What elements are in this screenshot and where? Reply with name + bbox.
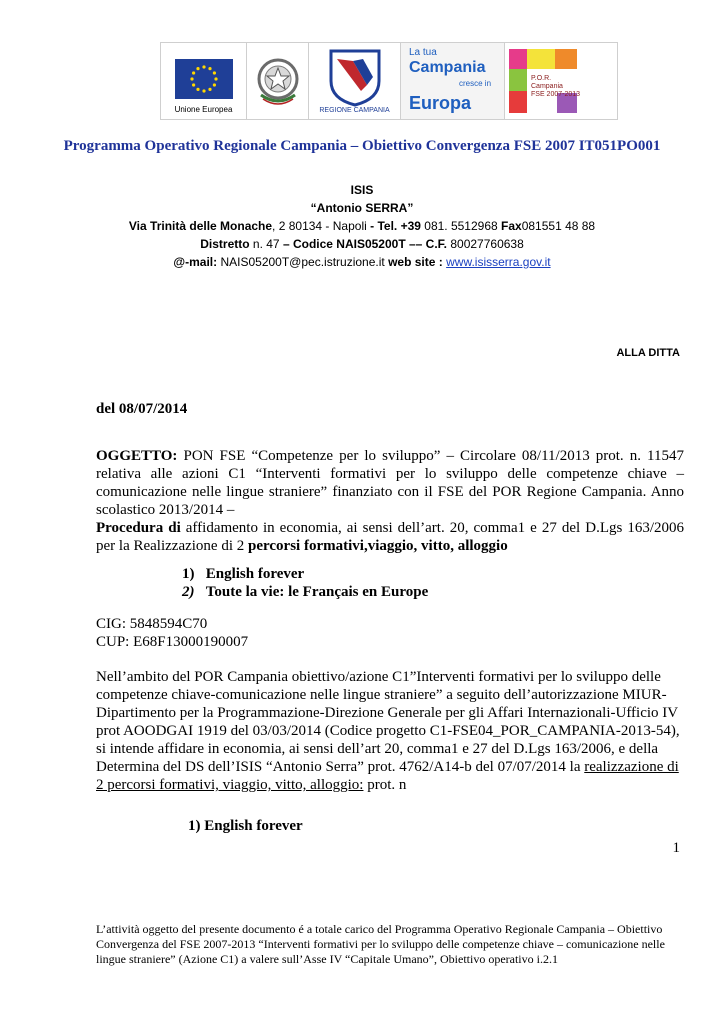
course-item <box>182 566 304 583</box>
logo-banner <box>160 42 618 120</box>
body-text: Nell’ambito del POR Campania obiettivo/azione C1”Interventi formativi per lo sviluppo delle competenze chiave-comunicazione nelle lingue straniere” a seguito dell’autorizzazione MIUR-Dipartimento per la Programmazione-Direzione Generale per gli Affari Internazionali-Ufficio IV prot AOODGAI 1919 del 03/03/2014 (Codice progetto C1-FSE04_POR_CAMPANIA-2013-54), si intende affidare in economia, ai sensi dell’art 20, comma1 e 27 del D.Lgs 163/2006, e della Determina del DS dell’ISIS “Antonio Serra” prot. 4762/A14-b del 07/07/2014 la <box>96 669 680 775</box>
body-paragraph <box>96 668 684 794</box>
por-caption <box>531 75 580 99</box>
date-line: del 08/07/2014 <box>96 401 188 417</box>
body-underlined-text: realizzazione di 2 percorsi formativi, viaggio, vitto, alloggio: <box>96 759 679 793</box>
por-color-block-icon <box>527 49 555 69</box>
por-caption-line: FSE 2007-2013 <box>531 91 581 98</box>
campania-line-2: Campania <box>409 59 486 76</box>
district-value: n. 47 <box>249 237 283 251</box>
program-title: Programma Operativo Regionale Campania – Obiettivo Convergenza FSE 2007 IT051PO001 <box>63 138 661 154</box>
cf-value: 80027760638 <box>447 237 524 251</box>
recipient: ALLA DITTA <box>616 347 680 359</box>
web-label: web site : <box>388 255 443 269</box>
por-color-block-icon <box>509 49 527 69</box>
email-label: @-mail: <box>173 255 218 269</box>
eu-flag-icon <box>175 59 233 99</box>
cup-code: CUP: E68F13000190007 <box>96 634 249 650</box>
subject-text: PON FSE “Competenze per lo sviluppo” – Circolare 08/11/2013 prot. n. 11547 relativa alle azioni C1 “Interventi formativi per lo sviluppo delle competenze chiave – comunicazione nelle lingue straniere” finanziato con il FSE del POR Regione Campania. Anno scolastico 2013/2014 – <box>96 448 684 518</box>
cig-code: CIG: 5848594C70 <box>96 616 208 632</box>
campania-europa-logo <box>401 43 505 119</box>
course-title: English forever <box>205 566 305 582</box>
por-caption-line: P.O.R. <box>531 75 552 82</box>
eu-caption: Unione Europea <box>174 105 233 114</box>
school-codes-line <box>0 235 724 253</box>
course-number: 2) <box>182 584 195 600</box>
school-name: “Antonio SERRA” <box>310 201 414 215</box>
por-color-block-icon <box>509 91 527 113</box>
school-type: ISIS <box>350 183 374 197</box>
fax-value: 081551 48 88 <box>521 219 596 233</box>
regione-campania-logo <box>309 43 401 119</box>
procedure-label: Procedura di <box>96 520 181 536</box>
code-label: – Codice NAIS05200T –– C.F. <box>282 237 448 251</box>
region-caption: REGIONE CAMPANIA <box>319 107 390 114</box>
school-contact-line <box>0 253 724 271</box>
course-title: Toute la vie: le Français en Europe <box>205 584 429 600</box>
address-label: Via Trinità delle Monache <box>128 219 273 233</box>
eu-logo <box>161 43 247 119</box>
email-value: NAIS05200T@pec.istruzione.it <box>217 255 389 269</box>
course-number: 1) <box>182 566 195 582</box>
address-rest: , 2 80134 - Napoli <box>272 219 367 233</box>
campania-line-1: La tua <box>409 47 437 58</box>
website-link[interactable]: www.isisserra.gov.it <box>446 255 551 269</box>
subject-label: OGGETTO: <box>96 448 178 464</box>
section-heading: 1) English forever <box>188 818 303 834</box>
procedure-bold: percorsi formativi,viaggio, vitto, alloggio <box>248 538 508 554</box>
por-color-block-icon <box>555 49 577 69</box>
body-tail: prot. n <box>363 777 407 793</box>
italian-republic-emblem <box>247 43 309 119</box>
school-address-line <box>0 217 724 235</box>
footer-note: L’attività oggetto del presente documento é a totale carico del Programma Operativo Regionale Campania – Obiettivo Convergenza del FSE 2007-2013 “Interventi formativi per lo sviluppo delle competenze chiave – comunicazione nelle lingue straniere” (Azione C1) a valere sull’Asse IV “Capitale Umano”, Obiettivo operativo i.2.1 <box>96 922 665 966</box>
region-shield-icon <box>323 47 387 107</box>
tel-value: 081. 5512968 <box>420 219 502 233</box>
campania-line-4: Europa <box>409 93 472 113</box>
fax-label: Fax <box>501 219 522 233</box>
subject-block <box>96 447 684 555</box>
por-campania-logo <box>505 43 617 119</box>
district-label: Distretto <box>200 237 250 251</box>
procedure-text: affidamento in economia, ai sensi dell’art. 20, comma1 e 27 del D.Lgs 163/2006 per la Realizzazione di 2 <box>96 520 685 554</box>
page-number: 1 <box>672 840 680 856</box>
course-item <box>182 584 428 601</box>
campania-line-3: cresce in <box>459 79 492 88</box>
por-caption-line: Campania <box>531 83 563 90</box>
tel-label: - Tel. +39 <box>370 219 421 233</box>
republic-emblem-icon <box>253 49 303 113</box>
por-color-block-icon <box>509 69 527 91</box>
